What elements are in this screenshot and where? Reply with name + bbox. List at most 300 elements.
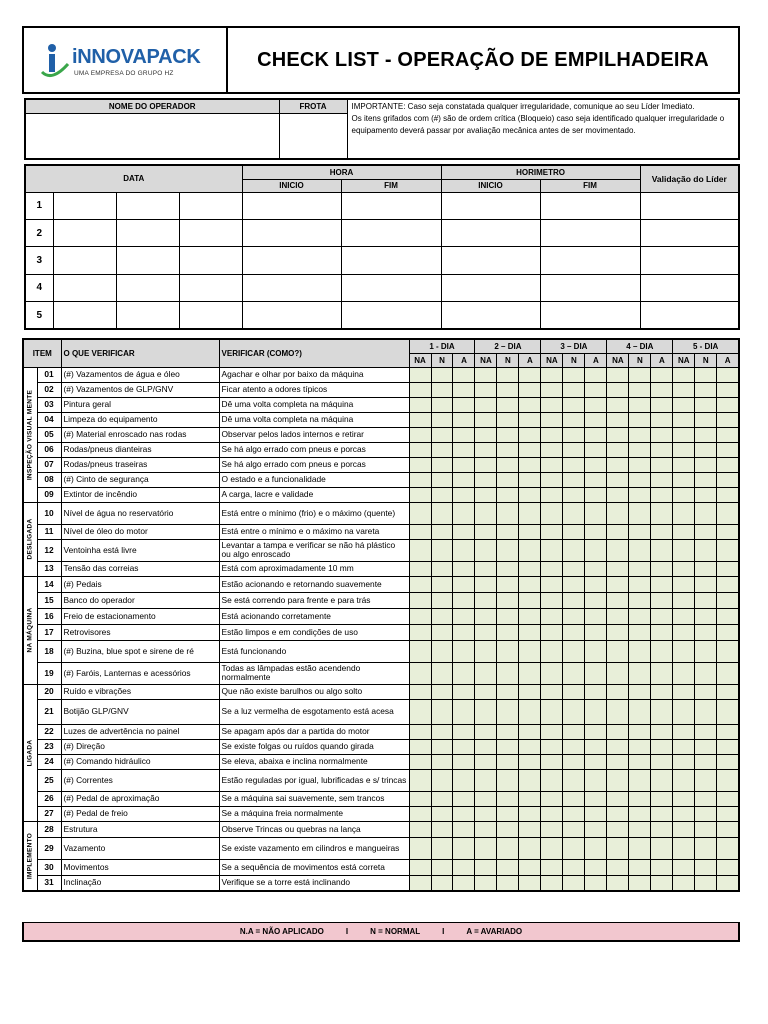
date-entry-cell[interactable]	[116, 274, 179, 301]
check-cell[interactable]	[453, 457, 475, 472]
check-cell[interactable]	[563, 754, 585, 769]
check-cell[interactable]	[607, 821, 629, 837]
check-cell[interactable]	[607, 412, 629, 427]
check-cell[interactable]	[651, 875, 673, 891]
check-cell[interactable]	[673, 699, 695, 724]
check-cell[interactable]	[563, 457, 585, 472]
check-cell[interactable]	[475, 684, 497, 699]
check-cell[interactable]	[651, 487, 673, 502]
check-cell[interactable]	[673, 397, 695, 412]
check-cell[interactable]	[563, 624, 585, 640]
check-cell[interactable]	[651, 859, 673, 875]
check-cell[interactable]	[629, 561, 651, 576]
check-cell[interactable]	[695, 699, 717, 724]
check-cell[interactable]	[519, 457, 541, 472]
check-cell[interactable]	[431, 806, 453, 821]
check-cell[interactable]	[563, 769, 585, 791]
check-cell[interactable]	[717, 724, 739, 739]
check-cell[interactable]	[585, 412, 607, 427]
date-entry-cell[interactable]	[179, 274, 242, 301]
check-cell[interactable]	[673, 524, 695, 539]
check-cell[interactable]	[475, 592, 497, 608]
check-cell[interactable]	[695, 561, 717, 576]
check-cell[interactable]	[453, 791, 475, 806]
check-cell[interactable]	[673, 624, 695, 640]
check-cell[interactable]	[409, 592, 431, 608]
check-cell[interactable]	[563, 427, 585, 442]
date-entry-cell[interactable]	[242, 302, 341, 329]
check-cell[interactable]	[563, 791, 585, 806]
check-cell[interactable]	[585, 487, 607, 502]
check-cell[interactable]	[541, 699, 563, 724]
check-cell[interactable]	[497, 739, 519, 754]
check-cell[interactable]	[409, 472, 431, 487]
check-cell[interactable]	[563, 821, 585, 837]
check-cell[interactable]	[607, 457, 629, 472]
check-cell[interactable]	[629, 837, 651, 859]
check-cell[interactable]	[629, 699, 651, 724]
check-cell[interactable]	[629, 640, 651, 662]
check-cell[interactable]	[607, 684, 629, 699]
date-entry-cell[interactable]	[341, 274, 441, 301]
check-cell[interactable]	[475, 640, 497, 662]
check-cell[interactable]	[475, 724, 497, 739]
check-cell[interactable]	[409, 502, 431, 524]
check-cell[interactable]	[453, 739, 475, 754]
date-entry-cell[interactable]	[242, 247, 341, 274]
check-cell[interactable]	[409, 561, 431, 576]
check-cell[interactable]	[695, 739, 717, 754]
check-cell[interactable]	[409, 769, 431, 791]
check-cell[interactable]	[673, 382, 695, 397]
check-cell[interactable]	[695, 367, 717, 382]
check-cell[interactable]	[519, 724, 541, 739]
check-cell[interactable]	[497, 806, 519, 821]
check-cell[interactable]	[431, 539, 453, 561]
check-cell[interactable]	[475, 524, 497, 539]
check-cell[interactable]	[497, 837, 519, 859]
check-cell[interactable]	[717, 457, 739, 472]
check-cell[interactable]	[607, 502, 629, 524]
check-cell[interactable]	[497, 684, 519, 699]
check-cell[interactable]	[431, 457, 453, 472]
check-cell[interactable]	[673, 662, 695, 684]
check-cell[interactable]	[519, 662, 541, 684]
check-cell[interactable]	[673, 442, 695, 457]
check-cell[interactable]	[409, 837, 431, 859]
check-cell[interactable]	[629, 367, 651, 382]
check-cell[interactable]	[695, 427, 717, 442]
check-cell[interactable]	[541, 624, 563, 640]
check-cell[interactable]	[475, 457, 497, 472]
fleet-field[interactable]	[279, 113, 347, 159]
check-cell[interactable]	[585, 442, 607, 457]
date-entry-cell[interactable]	[179, 247, 242, 274]
check-cell[interactable]	[519, 576, 541, 592]
check-cell[interactable]	[475, 412, 497, 427]
check-cell[interactable]	[607, 442, 629, 457]
check-cell[interactable]	[431, 640, 453, 662]
check-cell[interactable]	[695, 397, 717, 412]
check-cell[interactable]	[717, 487, 739, 502]
date-entry-cell[interactable]	[242, 192, 341, 219]
check-cell[interactable]	[453, 608, 475, 624]
check-cell[interactable]	[717, 592, 739, 608]
check-cell[interactable]	[453, 524, 475, 539]
date-entry-cell[interactable]	[441, 247, 540, 274]
check-cell[interactable]	[673, 561, 695, 576]
check-cell[interactable]	[453, 875, 475, 891]
check-cell[interactable]	[585, 724, 607, 739]
check-cell[interactable]	[453, 367, 475, 382]
check-cell[interactable]	[497, 592, 519, 608]
check-cell[interactable]	[629, 502, 651, 524]
check-cell[interactable]	[629, 487, 651, 502]
check-cell[interactable]	[695, 624, 717, 640]
check-cell[interactable]	[651, 592, 673, 608]
check-cell[interactable]	[629, 608, 651, 624]
check-cell[interactable]	[717, 608, 739, 624]
check-cell[interactable]	[607, 524, 629, 539]
check-cell[interactable]	[541, 397, 563, 412]
check-cell[interactable]	[541, 754, 563, 769]
check-cell[interactable]	[717, 624, 739, 640]
check-cell[interactable]	[651, 806, 673, 821]
check-cell[interactable]	[431, 624, 453, 640]
check-cell[interactable]	[695, 769, 717, 791]
check-cell[interactable]	[629, 592, 651, 608]
check-cell[interactable]	[695, 592, 717, 608]
check-cell[interactable]	[717, 859, 739, 875]
check-cell[interactable]	[431, 367, 453, 382]
check-cell[interactable]	[563, 662, 585, 684]
date-entry-cell[interactable]	[441, 192, 540, 219]
check-cell[interactable]	[651, 397, 673, 412]
check-cell[interactable]	[497, 442, 519, 457]
check-cell[interactable]	[453, 442, 475, 457]
date-entry-cell[interactable]	[640, 274, 739, 301]
check-cell[interactable]	[607, 662, 629, 684]
date-entry-cell[interactable]	[341, 220, 441, 247]
check-cell[interactable]	[453, 397, 475, 412]
check-cell[interactable]	[695, 539, 717, 561]
check-cell[interactable]	[497, 502, 519, 524]
check-cell[interactable]	[409, 791, 431, 806]
check-cell[interactable]	[497, 875, 519, 891]
check-cell[interactable]	[717, 524, 739, 539]
check-cell[interactable]	[585, 806, 607, 821]
date-entry-cell[interactable]	[341, 192, 441, 219]
check-cell[interactable]	[519, 397, 541, 412]
check-cell[interactable]	[563, 524, 585, 539]
check-cell[interactable]	[409, 640, 431, 662]
date-entry-cell[interactable]	[640, 220, 739, 247]
check-cell[interactable]	[651, 412, 673, 427]
check-cell[interactable]	[607, 539, 629, 561]
check-cell[interactable]	[497, 791, 519, 806]
check-cell[interactable]	[629, 754, 651, 769]
check-cell[interactable]	[607, 561, 629, 576]
check-cell[interactable]	[585, 624, 607, 640]
date-entry-cell[interactable]	[53, 302, 116, 329]
check-cell[interactable]	[673, 367, 695, 382]
date-entry-cell[interactable]	[53, 274, 116, 301]
check-cell[interactable]	[673, 837, 695, 859]
check-cell[interactable]	[629, 524, 651, 539]
date-entry-cell[interactable]	[179, 220, 242, 247]
check-cell[interactable]	[629, 739, 651, 754]
check-cell[interactable]	[563, 487, 585, 502]
check-cell[interactable]	[629, 397, 651, 412]
operator-name-field[interactable]	[25, 113, 279, 159]
check-cell[interactable]	[475, 382, 497, 397]
check-cell[interactable]	[717, 412, 739, 427]
check-cell[interactable]	[607, 859, 629, 875]
check-cell[interactable]	[607, 397, 629, 412]
check-cell[interactable]	[541, 837, 563, 859]
check-cell[interactable]	[717, 561, 739, 576]
check-cell[interactable]	[695, 472, 717, 487]
date-entry-cell[interactable]	[242, 274, 341, 301]
check-cell[interactable]	[717, 769, 739, 791]
check-cell[interactable]	[409, 539, 431, 561]
check-cell[interactable]	[475, 487, 497, 502]
check-cell[interactable]	[475, 859, 497, 875]
check-cell[interactable]	[651, 367, 673, 382]
check-cell[interactable]	[585, 539, 607, 561]
date-entry-cell[interactable]	[179, 192, 242, 219]
check-cell[interactable]	[651, 576, 673, 592]
check-cell[interactable]	[629, 412, 651, 427]
check-cell[interactable]	[431, 821, 453, 837]
check-cell[interactable]	[541, 382, 563, 397]
check-cell[interactable]	[409, 699, 431, 724]
check-cell[interactable]	[519, 472, 541, 487]
check-cell[interactable]	[585, 457, 607, 472]
check-cell[interactable]	[585, 769, 607, 791]
check-cell[interactable]	[541, 539, 563, 561]
check-cell[interactable]	[607, 640, 629, 662]
check-cell[interactable]	[475, 769, 497, 791]
check-cell[interactable]	[717, 539, 739, 561]
check-cell[interactable]	[497, 821, 519, 837]
check-cell[interactable]	[453, 576, 475, 592]
check-cell[interactable]	[695, 442, 717, 457]
check-cell[interactable]	[695, 684, 717, 699]
check-cell[interactable]	[629, 427, 651, 442]
check-cell[interactable]	[475, 791, 497, 806]
date-entry-cell[interactable]	[53, 247, 116, 274]
check-cell[interactable]	[409, 487, 431, 502]
check-cell[interactable]	[497, 457, 519, 472]
check-cell[interactable]	[651, 791, 673, 806]
check-cell[interactable]	[541, 859, 563, 875]
check-cell[interactable]	[497, 724, 519, 739]
check-cell[interactable]	[585, 640, 607, 662]
check-cell[interactable]	[519, 561, 541, 576]
check-cell[interactable]	[563, 608, 585, 624]
check-cell[interactable]	[563, 875, 585, 891]
check-cell[interactable]	[541, 821, 563, 837]
check-cell[interactable]	[629, 769, 651, 791]
check-cell[interactable]	[563, 699, 585, 724]
check-cell[interactable]	[453, 640, 475, 662]
check-cell[interactable]	[453, 382, 475, 397]
check-cell[interactable]	[453, 592, 475, 608]
check-cell[interactable]	[519, 640, 541, 662]
check-cell[interactable]	[585, 576, 607, 592]
check-cell[interactable]	[409, 875, 431, 891]
check-cell[interactable]	[519, 806, 541, 821]
check-cell[interactable]	[519, 684, 541, 699]
date-entry-cell[interactable]	[540, 247, 640, 274]
check-cell[interactable]	[563, 859, 585, 875]
check-cell[interactable]	[651, 624, 673, 640]
check-cell[interactable]	[519, 539, 541, 561]
check-cell[interactable]	[673, 791, 695, 806]
check-cell[interactable]	[673, 769, 695, 791]
date-entry-cell[interactable]	[640, 247, 739, 274]
check-cell[interactable]	[541, 472, 563, 487]
check-cell[interactable]	[519, 837, 541, 859]
check-cell[interactable]	[673, 739, 695, 754]
check-cell[interactable]	[673, 412, 695, 427]
check-cell[interactable]	[695, 806, 717, 821]
check-cell[interactable]	[453, 472, 475, 487]
check-cell[interactable]	[475, 442, 497, 457]
check-cell[interactable]	[695, 576, 717, 592]
check-cell[interactable]	[607, 806, 629, 821]
check-cell[interactable]	[519, 624, 541, 640]
check-cell[interactable]	[629, 382, 651, 397]
check-cell[interactable]	[409, 739, 431, 754]
check-cell[interactable]	[651, 754, 673, 769]
check-cell[interactable]	[519, 592, 541, 608]
check-cell[interactable]	[717, 821, 739, 837]
check-cell[interactable]	[453, 684, 475, 699]
check-cell[interactable]	[607, 382, 629, 397]
check-cell[interactable]	[497, 539, 519, 561]
check-cell[interactable]	[563, 576, 585, 592]
check-cell[interactable]	[717, 472, 739, 487]
check-cell[interactable]	[607, 769, 629, 791]
check-cell[interactable]	[409, 427, 431, 442]
check-cell[interactable]	[475, 367, 497, 382]
check-cell[interactable]	[431, 791, 453, 806]
check-cell[interactable]	[475, 662, 497, 684]
check-cell[interactable]	[607, 592, 629, 608]
check-cell[interactable]	[629, 724, 651, 739]
check-cell[interactable]	[563, 539, 585, 561]
check-cell[interactable]	[673, 487, 695, 502]
check-cell[interactable]	[541, 640, 563, 662]
check-cell[interactable]	[541, 806, 563, 821]
check-cell[interactable]	[585, 684, 607, 699]
check-cell[interactable]	[585, 427, 607, 442]
check-cell[interactable]	[541, 769, 563, 791]
check-cell[interactable]	[541, 502, 563, 524]
check-cell[interactable]	[431, 502, 453, 524]
check-cell[interactable]	[409, 821, 431, 837]
check-cell[interactable]	[651, 427, 673, 442]
check-cell[interactable]	[431, 754, 453, 769]
check-cell[interactable]	[607, 837, 629, 859]
check-cell[interactable]	[673, 640, 695, 662]
check-cell[interactable]	[651, 837, 673, 859]
check-cell[interactable]	[497, 427, 519, 442]
check-cell[interactable]	[453, 502, 475, 524]
date-entry-cell[interactable]	[116, 247, 179, 274]
check-cell[interactable]	[673, 806, 695, 821]
check-cell[interactable]	[717, 397, 739, 412]
check-cell[interactable]	[673, 875, 695, 891]
check-cell[interactable]	[695, 487, 717, 502]
date-entry-cell[interactable]	[53, 220, 116, 247]
check-cell[interactable]	[695, 791, 717, 806]
check-cell[interactable]	[409, 576, 431, 592]
check-cell[interactable]	[431, 875, 453, 891]
check-cell[interactable]	[541, 662, 563, 684]
check-cell[interactable]	[453, 769, 475, 791]
check-cell[interactable]	[519, 859, 541, 875]
check-cell[interactable]	[453, 539, 475, 561]
check-cell[interactable]	[431, 576, 453, 592]
check-cell[interactable]	[519, 754, 541, 769]
check-cell[interactable]	[629, 539, 651, 561]
date-entry-cell[interactable]	[540, 274, 640, 301]
date-entry-cell[interactable]	[640, 302, 739, 329]
check-cell[interactable]	[497, 397, 519, 412]
date-entry-cell[interactable]	[341, 247, 441, 274]
check-cell[interactable]	[409, 859, 431, 875]
check-cell[interactable]	[453, 859, 475, 875]
check-cell[interactable]	[673, 472, 695, 487]
check-cell[interactable]	[717, 502, 739, 524]
check-cell[interactable]	[651, 821, 673, 837]
check-cell[interactable]	[695, 724, 717, 739]
check-cell[interactable]	[563, 837, 585, 859]
check-cell[interactable]	[409, 412, 431, 427]
check-cell[interactable]	[519, 487, 541, 502]
check-cell[interactable]	[563, 806, 585, 821]
check-cell[interactable]	[475, 624, 497, 640]
check-cell[interactable]	[629, 442, 651, 457]
check-cell[interactable]	[453, 662, 475, 684]
check-cell[interactable]	[497, 754, 519, 769]
check-cell[interactable]	[541, 592, 563, 608]
check-cell[interactable]	[717, 754, 739, 769]
check-cell[interactable]	[717, 791, 739, 806]
check-cell[interactable]	[695, 382, 717, 397]
check-cell[interactable]	[629, 791, 651, 806]
check-cell[interactable]	[431, 769, 453, 791]
check-cell[interactable]	[497, 640, 519, 662]
check-cell[interactable]	[585, 699, 607, 724]
check-cell[interactable]	[431, 699, 453, 724]
check-cell[interactable]	[717, 684, 739, 699]
check-cell[interactable]	[453, 487, 475, 502]
check-cell[interactable]	[497, 769, 519, 791]
check-cell[interactable]	[585, 837, 607, 859]
check-cell[interactable]	[695, 821, 717, 837]
date-entry-cell[interactable]	[242, 220, 341, 247]
check-cell[interactable]	[651, 472, 673, 487]
check-cell[interactable]	[497, 662, 519, 684]
check-cell[interactable]	[629, 875, 651, 891]
date-entry-cell[interactable]	[116, 220, 179, 247]
check-cell[interactable]	[409, 608, 431, 624]
check-cell[interactable]	[629, 662, 651, 684]
